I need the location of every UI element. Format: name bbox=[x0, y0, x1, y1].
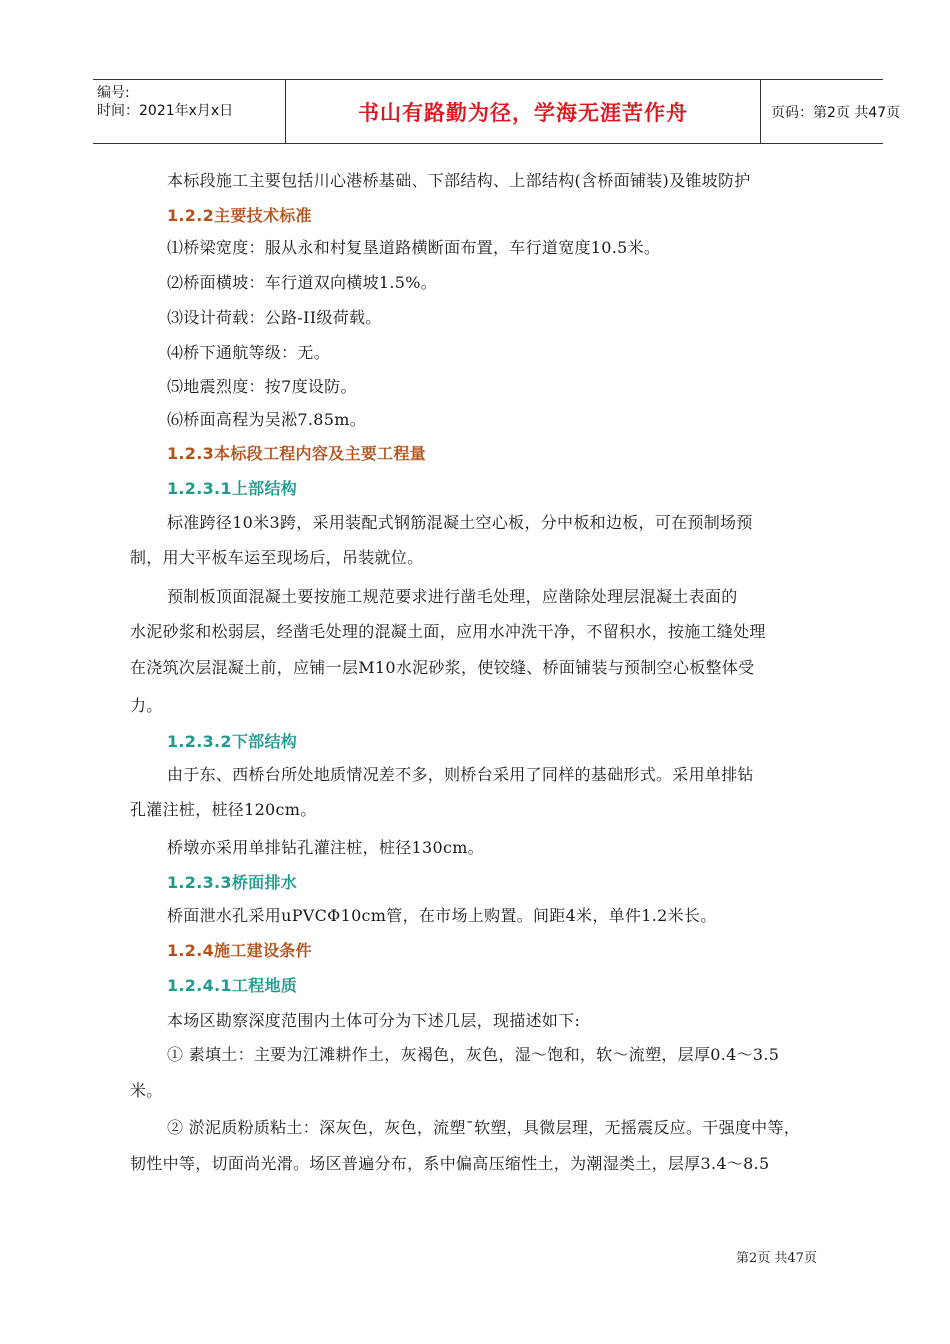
heading-1-2-3: 1.2.3本标段工程内容及主要工程量 bbox=[167, 444, 426, 463]
geology-intro: 本场区勘察深度范围内土体可分为下述几层，现描述如下: bbox=[167, 1011, 581, 1030]
standard-item-1: ⑴桥梁宽度：服从永和村复垦道路横断面布置，车行道宽度10.5米。 bbox=[167, 238, 661, 257]
superstructure-para1-line2: 制，用大平板车运至现场后，吊装就位。 bbox=[130, 548, 424, 567]
superstructure-para2-line3: 在浇筑次层混凝土前，应铺一层M10水泥砂浆，使铰缝、桥面铺装与预制空心板整体受 bbox=[130, 658, 755, 677]
intro-paragraph: 本标段施工主要包括川心港桥基础、下部结构、上部结构(含桥面铺装)及锥坡防护 bbox=[167, 171, 751, 190]
superstructure-para1-line1: 标准跨径10米3跨，采用装配式钢筋混凝土空心板，分中板和边板，可在预制场预 bbox=[167, 513, 753, 532]
standard-item-5: ⑸地震烈度：按7度设防。 bbox=[167, 377, 357, 396]
standard-item-6: ⑹桥面高程为吴淞7.85m。 bbox=[167, 410, 366, 429]
standard-item-3: ⑶设计荷载：公路-II级荷载。 bbox=[167, 308, 382, 327]
heading-1-2-4-1: 1.2.4.1工程地质 bbox=[167, 976, 298, 995]
document-header bbox=[93, 79, 901, 144]
geology-layer1-line2: 米。 bbox=[130, 1081, 163, 1100]
drainage-paragraph: 桥面泄水孔采用uPVCΦ10cm管，在市场上购置。间距4米，单件1.2米长。 bbox=[167, 906, 717, 925]
header-motto: 书山有路勤为径，学海无涯苦作舟 bbox=[358, 100, 688, 125]
header-meta bbox=[93, 80, 285, 143]
footer-page-number: 第2页 共47页 bbox=[736, 1251, 817, 1266]
geology-layer1-line1: ① 素填土：主要为江滩耕作土，灰褐色，灰色，湿～饱和，软～流塑，层厚0.4～3.5 bbox=[167, 1045, 780, 1064]
heading-1-2-3-3: 1.2.3.3桥面排水 bbox=[167, 873, 298, 892]
superstructure-para2-line2: 水泥砂浆和松弱层，经凿毛处理的混凝土面，应用水冲洗干净，不留积水，按施工缝处理 bbox=[130, 622, 766, 641]
date-label: 时间：2021年x月x日 bbox=[97, 103, 234, 119]
heading-1-2-4: 1.2.4施工建设条件 bbox=[167, 941, 312, 960]
geology-layer2-line1: ② 淤泥质粉质粘土：深灰色，灰色，流塑¯软塑，具微层理，无摇震反应。干强度中等， bbox=[167, 1118, 801, 1137]
standard-item-4: ⑷桥下通航等级：无。 bbox=[167, 343, 331, 362]
header-motto-cell bbox=[285, 80, 761, 143]
header-page-cell bbox=[759, 80, 901, 143]
superstructure-para2-line1: 预制板顶面混凝土要按施工规范要求进行凿毛处理，应凿除处理层混凝土表面的 bbox=[167, 587, 738, 606]
substructure-para1-line1: 由于东、西桥台所处地质情况差不多，则桥台采用了同样的基础形式。采用单排钻 bbox=[167, 765, 754, 784]
substructure-para2: 桥墩亦采用单排钻孔灌注桩，桩径130cm。 bbox=[167, 838, 484, 857]
header-page-number: 页码：第2页 共47页 bbox=[771, 104, 901, 121]
superstructure-para2-line4: 力。 bbox=[130, 696, 163, 715]
geology-layer2-line2: 韧性中等，切面尚光滑。场区普遍分布，系中偏高压缩性土，为潮湿类土，层厚3.4～8.5 bbox=[130, 1154, 770, 1173]
standard-item-2: ⑵桥面横坡：车行道双向横坡1.5%。 bbox=[167, 273, 438, 292]
heading-1-2-3-1: 1.2.3.1上部结构 bbox=[167, 479, 298, 498]
number-label: 编号: bbox=[97, 85, 130, 101]
heading-1-2-3-2: 1.2.3.2下部结构 bbox=[167, 732, 298, 751]
heading-1-2-2: 1.2.2主要技术标准 bbox=[167, 206, 312, 225]
substructure-para1-line2: 孔灌注桩，桩径120cm。 bbox=[130, 800, 317, 819]
